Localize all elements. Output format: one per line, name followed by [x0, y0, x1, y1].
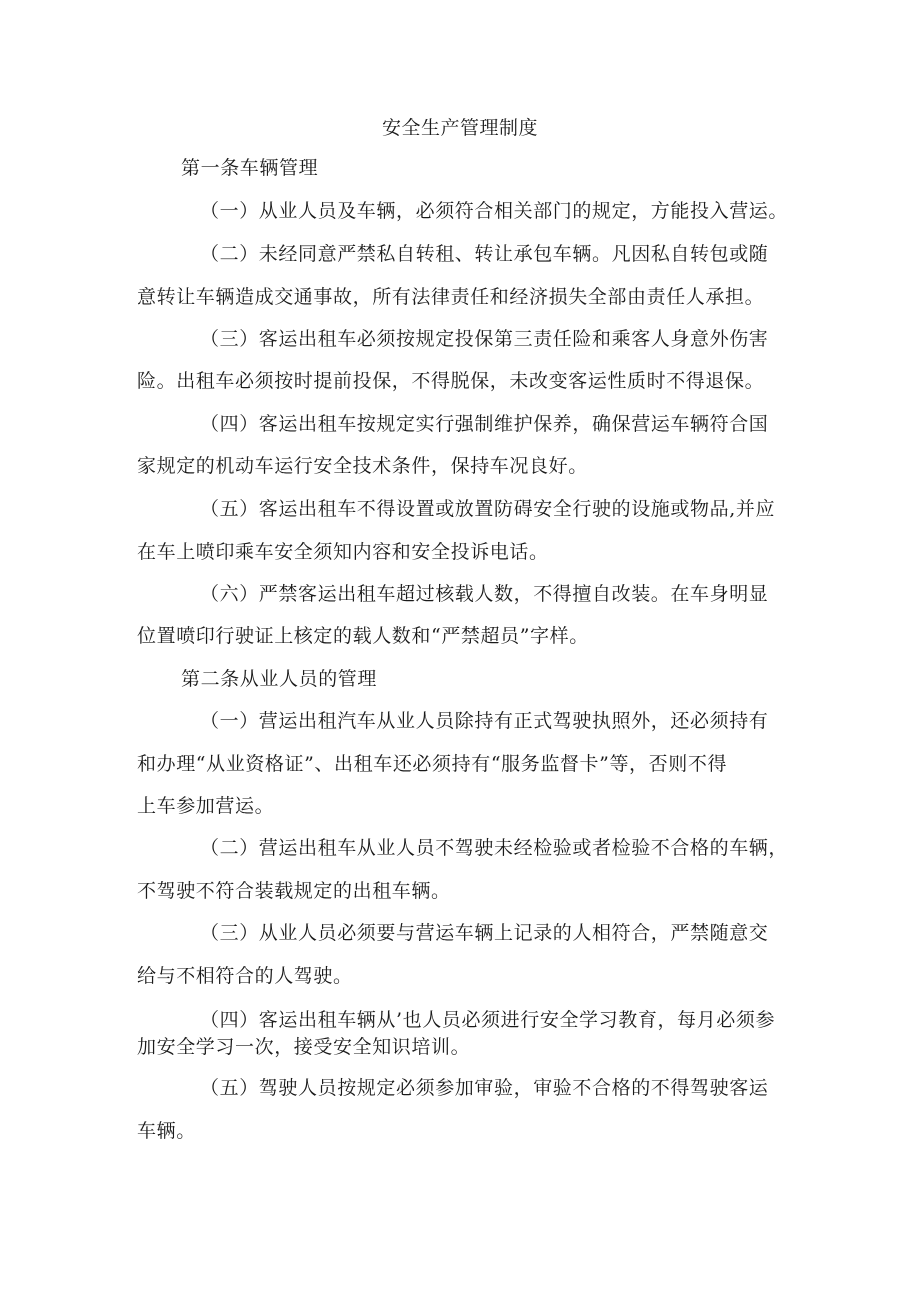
clause-line: （二）营运出租车从业人员不驾驶未经检验或者检验不合格的车辆，: [200, 837, 789, 859]
clause-line: 意转让车辆造成交通事故，所有法律责任和经济损失全部由责任人承担。: [137, 286, 765, 308]
clause-line: 位置喷印行驶证上核定的载人数和“严禁超员”字样。: [137, 625, 589, 647]
clause-line: （四）客运出租车辆从’也人员必须进行安全学习教育，每月必须参: [200, 1009, 776, 1031]
clause-line: （三）客运出租车必须按规定投保第三责任险和乘客人身意外伤害: [200, 328, 769, 350]
clause-line: 加安全学习一次，接受安全知识培训。: [137, 1036, 471, 1058]
clause-line: （一）营运出租汽车从业人员除持有正式驾驶执照外，还必须持有: [200, 710, 769, 732]
clause-line: 给与不相符合的人驾驶。: [137, 965, 353, 987]
clause-line: 上车参加营运。: [137, 795, 275, 817]
clause-line: 险。出租车必须按时提前投保，不得脱保，未改变客运性质时不得退保。: [137, 370, 765, 392]
clause-line: （二）未经同意严禁私自转租、转让承包车辆。凡因私自转包或随: [200, 243, 769, 265]
section-heading: 第二条从业人员的管理: [181, 668, 378, 690]
clause-line: （六）严禁客运出租车超过核载人数，不得擅自改装。在车身明显: [200, 583, 769, 605]
clause-line: （五）客运出租车不得设置或放置防碍安全行驶的设施或物品,并应: [200, 498, 776, 520]
document-title: 安全生产管理制度: [381, 117, 538, 139]
clause-line: （一）从业人员及车辆，必须符合相关部门的规定，方能投入营运。: [200, 200, 789, 222]
clause-line: 和办理“从业资格证”、出租车还必须持有“服务监督卡”等，否则不得: [137, 753, 728, 775]
clause-line: 不驾驶不符合装载规定的出租车辆。: [137, 880, 451, 902]
section-heading: 第一条车辆管理: [181, 157, 319, 179]
clause-line: （五）驾驶人员按规定必须参加审验，审验不合格的不得驾驶客运: [200, 1077, 769, 1099]
clause-line: （四）客运出租车按规定实行强制维护保养，确保营运车辆符合国: [200, 413, 769, 435]
clause-line: 车辆。: [137, 1120, 196, 1142]
clause-line: （三）从业人员必须要与营运车辆上记录的人相符合，严禁随意交: [200, 922, 769, 944]
clause-line: 在车上喷印乘车安全须知内容和安全投诉电话。: [137, 541, 549, 563]
clause-line: 家规定的机动车运行安全技术条件，保持车况良好。: [137, 455, 588, 477]
